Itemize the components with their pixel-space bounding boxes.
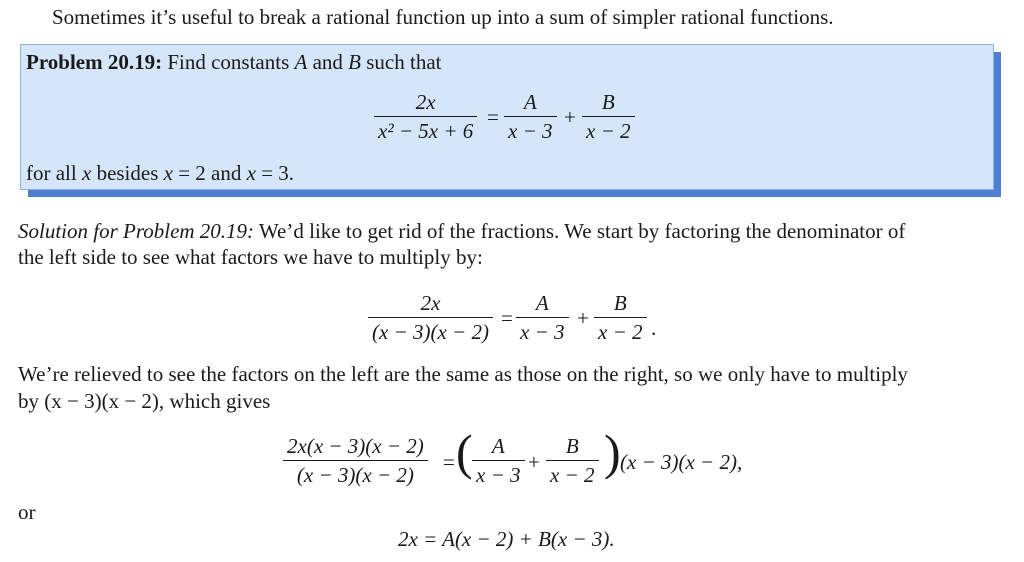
denominator: x − 2 (598, 320, 643, 344)
footer-x2: x (163, 161, 173, 185)
plus-sign: + (577, 306, 589, 330)
problem-statement (26, 50, 441, 75)
close-paren: ) (604, 424, 621, 480)
solution-line-2: the left side to see what factors we have to multiply by: (18, 245, 483, 269)
eq1-term2-fraction (594, 291, 647, 345)
footer-x: x (81, 161, 92, 185)
denominator: x − 3 (508, 119, 553, 143)
denominator: (x − 3)(x − 2) (296, 463, 414, 487)
intro-text: Sometimes it’s useful to break a rational function up into a sum of simpler rational functions. (52, 5, 834, 29)
eq2-lhs-fraction (283, 434, 428, 488)
var-a: A (294, 50, 308, 74)
denominator: x − 2 (586, 119, 631, 143)
plus-sign: + (564, 105, 576, 129)
problem-label: Problem 20.19: (26, 50, 163, 74)
plus-sign: + (528, 450, 540, 474)
problem-box-shadow-right (994, 52, 1001, 196)
numerator: B (601, 90, 615, 114)
equals-sign: = (443, 450, 455, 474)
footer-eq2: = 3. (255, 161, 295, 185)
problem-prompt-start: Find constants (162, 50, 295, 74)
problem-box-shadow-bottom (28, 190, 1001, 197)
problem-footer (26, 161, 294, 186)
var-b: B (348, 50, 361, 74)
para2-line-1: We’re relieved to see the factors on the left are the same as those on the right, so we only have to multiply (18, 362, 908, 386)
eq2-term2-fraction (546, 434, 599, 488)
denominator: x² − 5x + 6 (378, 119, 474, 143)
numerator: A (535, 291, 549, 315)
eq1-lhs-fraction (368, 291, 493, 345)
problem-lhs-fraction (374, 90, 477, 144)
footer-mid: besides (91, 161, 164, 185)
problem-prompt-end: such that (361, 50, 442, 74)
denominator: (x − 3)(x − 2) (372, 320, 489, 344)
period: . (651, 316, 657, 340)
problem-term2-fraction (582, 90, 635, 144)
numerator: 2x (415, 90, 436, 114)
para2-line-2: by (x − 3)(x − 2), which gives (18, 389, 271, 413)
eq2-tail: (x − 3)(x − 2), (620, 450, 743, 474)
solution-line-1 (18, 219, 905, 244)
solution-text-1: We’d like to get rid of the fractions. We start by factoring the denominator of (254, 219, 906, 243)
eq1-term1-fraction (516, 291, 569, 345)
denominator: x − 2 (550, 463, 595, 487)
numerator: B (613, 291, 627, 315)
footer-eq1: = 2 and (172, 161, 247, 185)
or-word: or (18, 500, 36, 524)
denominator: x − 3 (520, 320, 565, 344)
eq3: 2x = A(x − 2) + B(x − 3). (398, 527, 615, 551)
footer-x3: x (246, 161, 256, 185)
numerator: A (523, 90, 537, 114)
equals-sign: = (487, 105, 499, 129)
numerator: B (565, 434, 579, 458)
open-paren: ( (456, 424, 473, 480)
numerator: 2x (420, 291, 441, 315)
solution-label: Solution for Problem 20.19: (18, 219, 255, 243)
denominator: x − 3 (476, 463, 521, 487)
eq2-term1-fraction (472, 434, 525, 488)
equals-sign: = (501, 306, 513, 330)
numerator: 2x(x − 3)(x − 2) (287, 434, 424, 458)
footer-start: for all (26, 161, 82, 185)
and-word: and (307, 50, 349, 74)
numerator: A (491, 434, 505, 458)
problem-term1-fraction (504, 90, 557, 144)
